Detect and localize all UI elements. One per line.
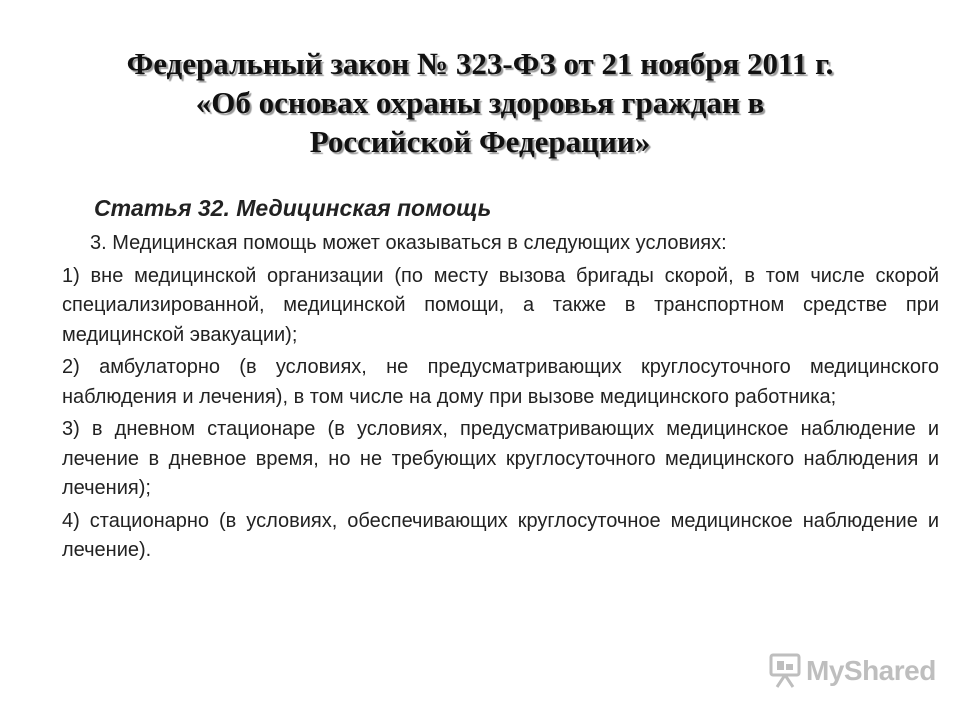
paragraph-item-2: 2) амбулаторно (в условиях, не предусматривающих круглосуточного медицинского наблюдения и лечения), в том числе на дому при вызове медицинского работника; bbox=[62, 356, 939, 408]
law-title-line-3: Российской Федерации» bbox=[309, 124, 651, 159]
article-heading: Статья 32. Медицинская помощь bbox=[94, 195, 492, 221]
paragraph-item-1: 1) вне медицинской организации (по месту вызова бригады скорой, в том числе скорой специализированной, медицинской помощи, а также в транспортном средстве при медицинской эвакуации); bbox=[62, 264, 939, 346]
paragraph-item-4: 4) стационарно (в условиях, обеспечивающих круглосуточное медицинское наблюдение и лечение). bbox=[62, 509, 939, 561]
watermark bbox=[768, 652, 936, 690]
article-body bbox=[62, 229, 939, 569]
watermark-text: MyShared bbox=[806, 655, 936, 686]
paragraph-intro: 3. Медицинская помощь может оказываться в следующих условиях: bbox=[90, 232, 727, 254]
paragraph-item-3: 3) в дневном стационаре (в условиях, предусматривающих медицинское наблюдение и лечение в дневное время, но не требующих круглосуточного медицинского наблюдения и лечения); bbox=[62, 418, 939, 499]
law-title-line-2: «Об основах охраны здоровья граждан в bbox=[195, 85, 765, 120]
law-title-line-1: Федеральный закон № 323-ФЗ от 21 ноября 2011 г. bbox=[126, 46, 834, 81]
law-title bbox=[40, 44, 920, 161]
presentation-board-icon bbox=[768, 652, 802, 690]
